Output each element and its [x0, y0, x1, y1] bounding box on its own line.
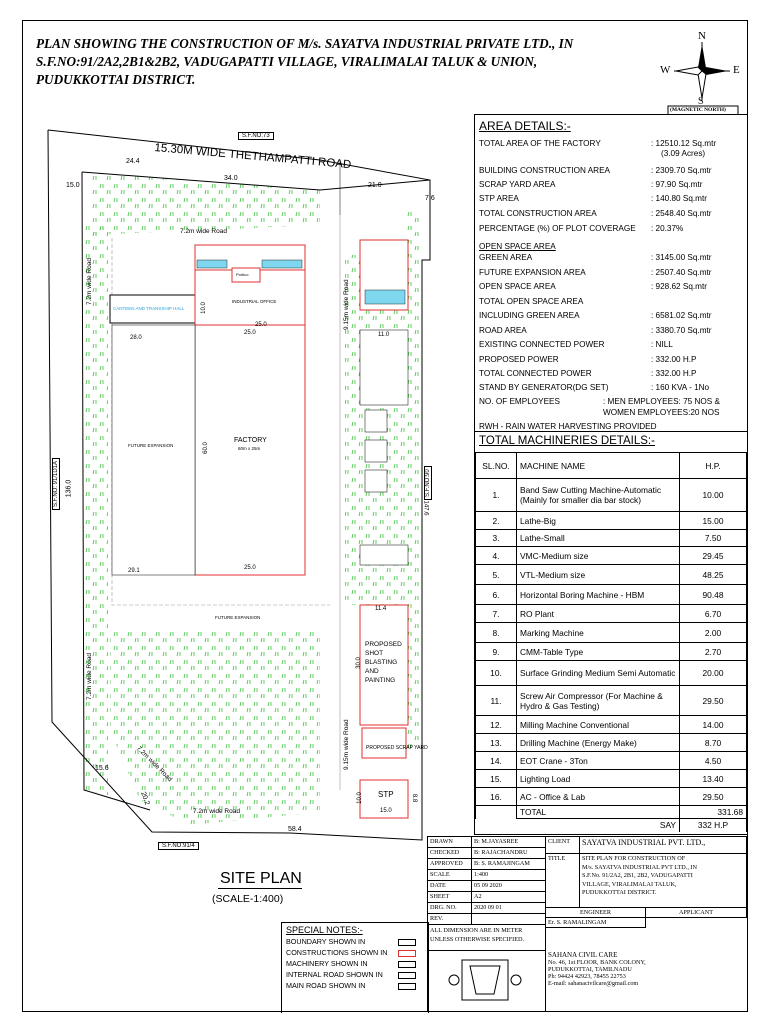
- tb-key: SHEET: [428, 892, 472, 903]
- machine-hp: 2.00: [680, 623, 747, 643]
- area-value: WOMEN EMPLOYEES:20 NOS: [603, 408, 720, 417]
- area-key: ROAD AREA: [479, 326, 527, 335]
- machine-sl: 16.: [476, 788, 517, 806]
- tb-key: APPROVED: [428, 859, 472, 870]
- machine-row: [476, 565, 747, 585]
- site-plan-title: SITE PLAN: [220, 870, 302, 887]
- area-value: : 97.90 Sq.mtr: [651, 180, 703, 189]
- machine-hp: 4.50: [680, 752, 747, 770]
- future-expansion-1: FUTURE EXPANSION: [128, 443, 174, 448]
- area-key: STP AREA: [479, 194, 519, 203]
- portico-label: Portico: [236, 272, 249, 277]
- road-label-top: 7.2m wide Road: [180, 228, 227, 235]
- tb-value: B: RAJACHANDRU: [472, 848, 546, 859]
- green-area-bottom: [110, 628, 320, 728]
- machine-hp: 8.70: [680, 734, 747, 752]
- machine-name: Screw Air Compressor (For Machine & Hydro & Gas Testing): [517, 686, 680, 716]
- dim: 25.0: [255, 322, 267, 328]
- machine-sl: 2.: [476, 512, 517, 530]
- note-item: MAIN ROAD SHOWN IN: [286, 981, 366, 990]
- note-item: MACHINERY SHOWN IN: [286, 959, 368, 968]
- future-expansion-2: FUTURE EXPANSION: [215, 615, 261, 620]
- area-value: : 2309.70 Sq.mtr: [651, 166, 712, 175]
- area-value: : 2507.40 Sq.mtr: [651, 268, 712, 277]
- area-key: INCLUDING GREEN AREA: [479, 311, 580, 320]
- dim: 8.8: [411, 793, 418, 803]
- area-key: STAND BY GENERATOR(DG SET): [479, 383, 609, 392]
- area-key: OPEN SPACE AREA: [479, 242, 556, 251]
- machine-hp: 13.40: [680, 770, 747, 788]
- area-value: : 332.00 H.P: [651, 369, 697, 378]
- dim: 20.2: [139, 790, 151, 807]
- factory-size: 60m x 25m: [238, 446, 261, 451]
- col-header: SL.NO.: [476, 453, 517, 479]
- machine-row: [476, 530, 747, 547]
- total-value: 331.68: [680, 806, 747, 819]
- machine-name: VMC-Medium size: [517, 547, 680, 565]
- site-plan-scale: (SCALE-1:400): [212, 893, 284, 905]
- machine-hp: 7.50: [680, 530, 747, 547]
- machine-name: AC - Office & Lab: [517, 788, 680, 806]
- machine-hp: 14.00: [680, 716, 747, 734]
- dim: 7.6: [425, 195, 435, 202]
- area-key: RWH - RAIN WATER HARVESTING PROVIDED: [479, 422, 657, 431]
- machine-name: Band Saw Cutting Machine-Automatic (Mainly for smaller dia bar stock): [517, 479, 680, 512]
- compass-label: (MAGNETIC NORTH): [670, 107, 726, 113]
- note-item: INTERNAL ROAD SHOWN IN: [286, 970, 383, 979]
- notes-title: SPECIAL NOTES:-: [286, 925, 363, 935]
- compass-s: S: [698, 96, 704, 107]
- dim: 60.0: [202, 442, 209, 454]
- area-key: NO. OF EMPLOYEES: [479, 397, 560, 406]
- machine-name: Horizontal Boring Machine - HBM: [517, 585, 680, 605]
- machine-sl: 6.: [476, 585, 517, 605]
- area-value: : NILL: [651, 340, 673, 349]
- machine-hp: 29.45: [680, 547, 747, 565]
- machine-hp: 15.00: [680, 512, 747, 530]
- area-key: GREEN AREA: [479, 253, 533, 262]
- area-key: TOTAL CONNECTED POWER: [479, 369, 592, 378]
- machine-sl: 10.: [476, 661, 517, 686]
- dim: 15.0: [380, 808, 392, 814]
- area-key: EXISTING CONNECTED POWER: [479, 340, 605, 349]
- dim: 58.4: [288, 826, 302, 833]
- dim: 28.0: [130, 335, 142, 341]
- machine-hp: 2.70: [680, 643, 747, 661]
- machine-row: [476, 643, 747, 661]
- compass-n: N: [698, 30, 706, 42]
- tb-value: 05 09 2020: [472, 881, 546, 892]
- dim: 10.0: [356, 792, 363, 804]
- area-key: TOTAL AREA OF THE FACTORY: [479, 139, 601, 148]
- machine-sl: 14.: [476, 752, 517, 770]
- dim: 29.1: [128, 568, 140, 574]
- tb-key: DRG. NO.: [428, 903, 472, 914]
- dim: 24.4: [126, 158, 140, 165]
- area-value: : MEN EMPLOYEES: 75 NOS &: [603, 397, 720, 406]
- road-label-right: 9.15m wide Road: [343, 279, 350, 330]
- tb-key: REV.: [428, 914, 472, 925]
- machine-row: [476, 788, 747, 806]
- machine-hp: 6.70: [680, 605, 747, 623]
- machine-row: [476, 716, 747, 734]
- machine-name: EOT Crane - 3Ton: [517, 752, 680, 770]
- tb-key: DRAWN: [428, 837, 472, 848]
- compass-e: E: [733, 64, 740, 76]
- tb-key: SCALE: [428, 870, 472, 881]
- machine-hp: 20.00: [680, 661, 747, 686]
- area-value: : 332.00 H.P: [651, 355, 697, 364]
- sf-bottom-label: S.F.NO:91/4: [158, 842, 199, 850]
- machine-row: [476, 686, 747, 716]
- stp-label: STP: [378, 790, 394, 799]
- firm-logo: [428, 951, 546, 1011]
- top-road-label: 15.30M WIDE THETHAMPATTI ROAD: [153, 142, 352, 172]
- road-label-left: 7.2m wide Road: [86, 258, 93, 305]
- tb-key: CLIENT: [546, 837, 580, 854]
- green-area-left: [84, 225, 108, 795]
- machine-sl: 13.: [476, 734, 517, 752]
- area-value: : 928.62 Sq.mtr: [651, 282, 707, 291]
- note-item: BOUNDARY SHOWN IN: [286, 937, 366, 946]
- machine-hp: 48.25: [680, 565, 747, 585]
- dim: 10.0: [200, 302, 207, 314]
- machine-sl: 8.: [476, 623, 517, 643]
- machine-name: Milling Machine Conventional: [517, 716, 680, 734]
- dimension-note: ALL DIMENSION ARE IN METER UNLESS OTHERWISE SPECIFIED.: [428, 925, 546, 951]
- machine-name: Lighting Load: [517, 770, 680, 788]
- area-key: TOTAL OPEN SPACE AREA: [479, 297, 584, 306]
- machinery-title: TOTAL MACHINERIES DETAILS:-: [479, 435, 655, 447]
- area-key: PERCENTAGE (%) OF PLOT COVERAGE: [479, 224, 636, 233]
- sf-top-label: S.F.NO:73: [238, 132, 274, 140]
- tb-value: B: S. RAMAJINGAM: [472, 859, 546, 870]
- road-label-right-2: 9.15m wide Road: [343, 719, 350, 770]
- say-label: SAY: [517, 819, 680, 832]
- dim: 11.0: [378, 332, 390, 338]
- area-value: : 3380.70 Sq.mtr: [651, 326, 712, 335]
- dim: 11.4: [375, 606, 387, 612]
- area-value: : 160 KVA - 1No: [651, 383, 710, 392]
- dim: 15.6: [95, 765, 109, 772]
- compass-w: W: [660, 64, 671, 76]
- sf-left-label: S.F.NO: 91/1D1A: [52, 458, 60, 510]
- col-header: MACHINE NAME: [517, 453, 680, 479]
- tb-key: CHECKED: [428, 848, 472, 859]
- machine-sl: 12.: [476, 716, 517, 734]
- machine-hp: 29.50: [680, 686, 747, 716]
- road-label-diagonal: 7.2m wide Road: [135, 745, 174, 784]
- dim: 25.0: [244, 330, 256, 336]
- client-name: SAYATVA INDUSTRIAL PVT. LTD.,: [580, 837, 747, 854]
- road-label-left-2: 7.2m wide Road: [86, 653, 93, 700]
- machine-name: Lathe-Big: [517, 512, 680, 530]
- drawing-title-block: SITE PLAN FOR CONSTRUCTION OF M/s. SAYATVA INDUSTRIAL PVT LTD., IN S.F.No. 91/2A2, 2B1, 2B2, VADUGAPATTI VILLAGE, VIRALIMALAI TALUK, PUDUKKOTTAI DISTRICT.: [580, 854, 747, 908]
- engineer-label: ENGINEER: [546, 908, 646, 918]
- machine-sl: 1.: [476, 479, 517, 512]
- engineer-name: Er. S. RAMALINGAM: [546, 918, 646, 928]
- area-value: : 12510.12 Sq.mtr: [651, 139, 717, 148]
- machine-row: [476, 734, 747, 752]
- tb-value: 1:400: [472, 870, 546, 881]
- machine-row: [476, 512, 747, 530]
- say-value: 332 H.P: [680, 819, 747, 832]
- machine-sl: 11.: [476, 686, 517, 716]
- machine-row: [476, 479, 747, 512]
- machine-row: [476, 661, 747, 686]
- special-notes: [281, 922, 429, 1013]
- machine-sl: 9.: [476, 643, 517, 661]
- dim: 136.0: [65, 479, 73, 498]
- area-value: (3.09 Acres): [661, 149, 706, 158]
- sf-right-label: S.F.NO:90: [424, 466, 432, 500]
- machine-row: [476, 770, 747, 788]
- area-key: TOTAL CONSTRUCTION AREA: [479, 209, 597, 218]
- title-line-1: PLAN SHOWING THE CONSTRUCTION OF M/s. SAYATVA INDUSTRIAL PRIVATE LTD., IN: [36, 36, 574, 51]
- title-line-2: S.F.NO:91/2A2,2B1&2B2, VADUGAPATTI VILLAGE, VIRALIMALAI TALUK & UNION,: [36, 54, 538, 69]
- title-block: [427, 836, 748, 1012]
- area-value: : 2548.40 Sq.mtr: [651, 209, 712, 218]
- details-panel: [474, 114, 747, 835]
- scrap-label: PROPOSED SCRAP YARD: [366, 745, 428, 751]
- office-label: INDUSTRIAL OFFICE: [232, 299, 277, 304]
- machinery-table: [475, 452, 747, 832]
- machine-sl: 15.: [476, 770, 517, 788]
- area-value: : 140.80 Sq.mtr: [651, 194, 707, 203]
- area-value: : 3145.00 Sq.mtr: [651, 253, 712, 262]
- compass: [660, 30, 744, 116]
- area-key: BUILDING CONSTRUCTION AREA: [479, 166, 611, 175]
- machine-row: [476, 623, 747, 643]
- dim: 25.0: [244, 565, 256, 571]
- dim: 15.0: [66, 182, 80, 189]
- machine-row: [476, 605, 747, 623]
- machine-row: [476, 752, 747, 770]
- area-value: : 6581.02 Sq.mtr: [651, 311, 712, 320]
- machine-name: Marking Machine: [517, 623, 680, 643]
- total-label: TOTAL: [517, 806, 680, 819]
- dim: 34.0: [224, 175, 238, 182]
- tb-key: DATE: [428, 881, 472, 892]
- tb-value: 2020 09 01: [472, 903, 546, 914]
- col-header: H.P.: [680, 453, 747, 479]
- canteen-label: CANTEEN AND TRANSSHIP HALL: [113, 306, 185, 311]
- machine-sl: 7.: [476, 605, 517, 623]
- dim: 21.0: [368, 182, 382, 189]
- machine-name: CMM-Table Type: [517, 643, 680, 661]
- firm-details: SAHANA CIVIL CARE No. 46, 1st FLOOR, BANK COLONY, PUDUKKOTTAI, TAMILNADU Ph: 94424 42923, 78455 22753 E-mail: sahanacivilcare@gmail.com: [548, 951, 646, 987]
- machine-sl: 5.: [476, 565, 517, 585]
- tb-value: B: M.JAYASREE: [472, 837, 546, 848]
- machine-hp: 90.48: [680, 585, 747, 605]
- dim: 147.6: [422, 500, 429, 516]
- machine-hp: 29.50: [680, 788, 747, 806]
- machine-name: Drilling Machine (Energy Make): [517, 734, 680, 752]
- machine-name: Lathe-Small: [517, 530, 680, 547]
- factory-label: FACTORY: [234, 437, 267, 444]
- shot-blasting-label: PROPOSED SHOT BLASTING AND PAINTING: [365, 641, 402, 684]
- building-logo-icon: [430, 952, 540, 1008]
- machine-sl: 3.: [476, 530, 517, 547]
- area-key: OPEN SPACE AREA: [479, 282, 556, 291]
- area-value: : 20.37%: [651, 224, 684, 233]
- area-details-title: AREA DETAILS:-: [479, 119, 571, 133]
- title-line-3: PUDUKKOTTAI DISTRICT.: [36, 72, 196, 87]
- applicant-label: APPLICANT: [646, 908, 747, 918]
- machine-row: [476, 547, 747, 565]
- dim: 30.0: [355, 657, 362, 669]
- machine-name: VTL-Medium size: [517, 565, 680, 585]
- area-key: FUTURE EXPANSION AREA: [479, 268, 586, 277]
- note-item: CONSTRUCTIONS SHOWN IN: [286, 948, 388, 957]
- area-key: SCRAP YARD AREA: [479, 180, 556, 189]
- area-key: PROPOSED POWER: [479, 355, 559, 364]
- machine-name: RO Plant: [517, 605, 680, 623]
- tb-value: A2: [472, 892, 546, 903]
- machine-hp: 10.00: [680, 479, 747, 512]
- machine-sl: 4.: [476, 547, 517, 565]
- tb-key: TITLE: [546, 854, 580, 908]
- green-area-right: [407, 210, 421, 750]
- machine-row: [476, 585, 747, 605]
- road-label-bottom: 7.2m wide Road: [193, 808, 240, 815]
- machine-name: Surface Grinding Medium Semi Automatic: [517, 661, 680, 686]
